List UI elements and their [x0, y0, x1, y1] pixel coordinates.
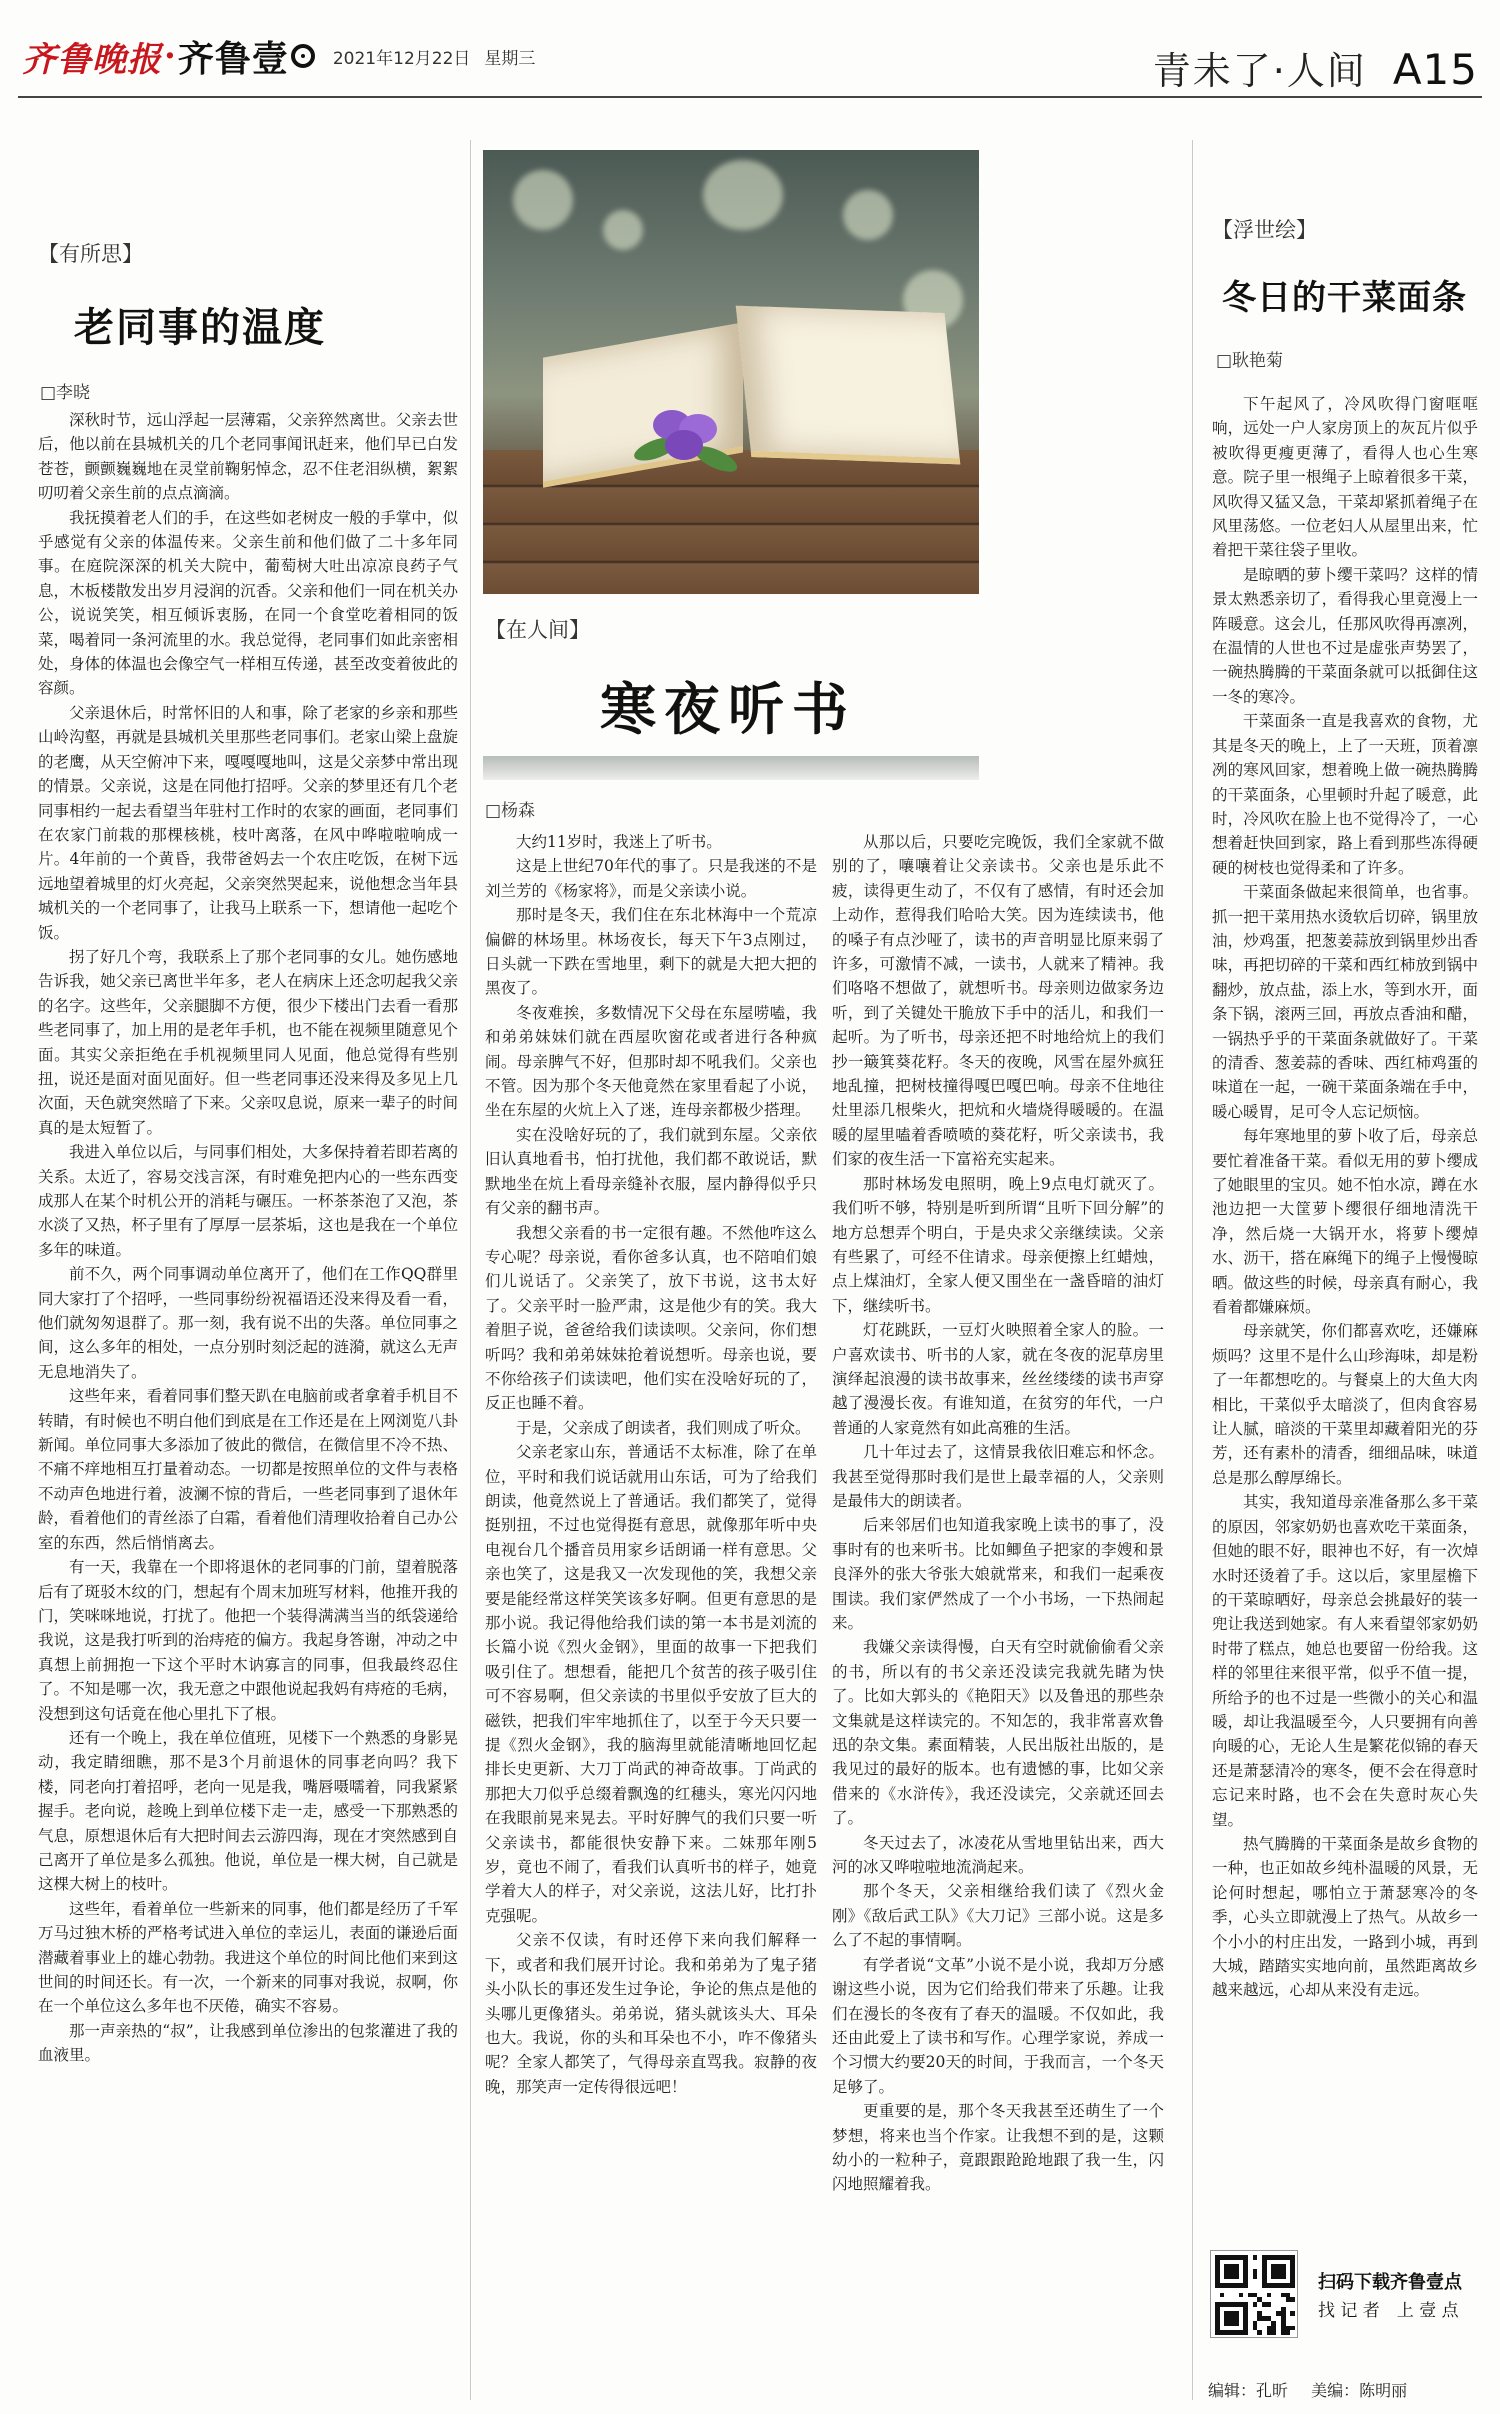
- editor-name: 编辑：孔昕: [1208, 2381, 1289, 2400]
- article-paragraph: 父亲老家山东，普通话不太标准，除了在单位，平时和我们说话就用山东话，可为了给我们朗读，他竟然说上了普通话。我们都笑了，觉得挺别扭，不过也觉得挺有意思，就像那年听中央电视台几个播音员用家乡话朗诵一样有意思。父亲也笑了，这是我又一次发现他的笑，我想父亲要是能经常这样笑笑该多好啊。但更有意思的是那小说。我记得他给我们读的第一本书是刘流的长篇小说《烈火金钢》，里面的故事一下把我们吸引住了。想想看，能把几个贫苦的孩子吸引住可不容易啊，但父亲读的书里似乎安放了巨大的磁铁，把我们牢牢地抓住了，以至于今天只要一提《烈火金钢》，我的脑海里就能清晰地回忆起排长史更新、大刀丁尚武的神奇故事。丁尚武的那把大刀似乎总缀着飘逸的红穗头，寒光闪闪地在我眼前晃来晃去。平时好脾气的我们只要一听父亲读书，都能很快安静下来。二妹那年刚5岁，竟也不闹了，看我们认真听书的样子，她竟学着大人的样子，对父亲说，这法儿好，比打扑克强呢。: [485, 1443, 817, 1925]
- article-paragraph: 是晾晒的萝卜缨干菜吗？这样的情景太熟悉亲切了，看得我心里竟漫上一阵暖意。这会儿，任那风吹得再凛冽，在温情的人世也不过是虚张声势罢了，一碗热腾腾的干菜面条就可以抵御住这一冬的寒冷。: [1212, 565, 1478, 706]
- article-paragraph: 干菜面条一直是我喜欢的食物，尤其是冬天的晚上，上了一天班，顶着凛冽的寒风回家，想着晚上做一碗热腾腾的干菜面条，心里顿时升起了暖意，此时，冷风吹在脸上也不觉得冷了，一心想着赶快回到家，路上看到那些冻得硬硬的树枝也觉得柔和了许多。: [1212, 712, 1478, 877]
- qr-module: [1220, 2293, 1225, 2298]
- article-paragraph: 深秋时节，远山浮起一层薄霜，父亲猝然离世。父亲去世后，他以前在县城机关的几个老同事闻讯赶来，他们早已白发苍苍，颤颤巍巍地在灵堂前鞠躬悼念，忍不住老泪纵横，絮絮叨叨着父亲生前的点点滴滴。: [38, 411, 458, 503]
- article-paragraph: 有学者说“文革”小说不是小说，我却万分感谢这些小说，因为它们给我们带来了乐趣。让我们在漫长的冬夜有了春天的温暖。不仅如此，我还由此爱上了读书和写作。心理学家说，养成一个习惯大约要20天的时间，于我而言，一个冬天足够了。: [832, 1955, 1164, 2096]
- article-paragraph: 实在没啥好玩的了，我们就到东屋。父亲依旧认真地看书，怕打扰他，我们都不敢说话，默默地坐在炕上看母亲缝补衣服，屋内静得似乎只有父亲的翻书声。: [485, 1125, 817, 1218]
- editor-credits: [1208, 2378, 1425, 2401]
- article-paragraph: 每年寒地里的萝卜收了后，母亲总要忙着准备干菜。看似无用的萝卜缨成了她眼里的宝贝。她不怕水凉，蹲在水池边把一大筐萝卜缨很仔细地清洗干净，然后烧一大锅开水，将萝卜缨焯水、沥干，搭在麻绳下的绳子上慢慢晾晒。做这些的时候，母亲真有耐心，我看着都嫌麻烦。: [1212, 1127, 1478, 1317]
- purple-flower-image: [653, 410, 723, 470]
- designer-name: 美编：陈明丽: [1311, 2381, 1408, 2400]
- qr-module: [1290, 2297, 1295, 2302]
- flower-petal: [665, 430, 703, 460]
- article-paragraph: 这些年来，看着同事们整天趴在电脑前或者拿着手机目不转睛，有时候也不明白他们到底是在工作还是在上网浏览八卦新闻。单位同事大多添加了彼此的微信，在微信里不冷不热、不痛不痒地相互打量着动态。一切都是按照单位的文件与表格不动声色地进行着，波澜不惊的背后，一些老同事到了退休年龄，看着他们的青丝添了白霜，看着他们清理收拾着自己办公室的东西，然后悄悄离去。: [38, 1387, 458, 1552]
- qr-finder: [1224, 2311, 1238, 2325]
- section-name: 青未了·人间: [1152, 49, 1367, 93]
- book-flower-photo: [483, 150, 979, 594]
- article-paragraph: 有一天，我靠在一个即将退休的老同事的门前，望着脱落后有了斑驳木纹的门，想起有个周末加班写材料，他推开我的门，笑咪咪地说，打扰了。他把一个装得满满当当的纸袋递给我说，这是我打听到的治痔疮的偏方。我起身答谢，冲动之中真想上前拥抱一下这个平时木讷寡言的同事，但我最终忍住了。不知是哪一次，我无意之中跟他说起我妈有痔疮的毛病，没想到这句话竟在他心里扎下了根。: [38, 1558, 458, 1723]
- bokeh-light: [703, 160, 783, 230]
- open-book-image: [543, 300, 943, 500]
- book-page-right: [736, 306, 961, 465]
- page-number: A15: [1392, 45, 1478, 94]
- article-paragraph: 冬天过去了，冰凌花从雪地里钻出来，西大河的冰又哗啦啦地流淌起来。: [832, 1833, 1164, 1877]
- app-logo-icon: [291, 44, 315, 68]
- masthead-rule: [18, 96, 1482, 98]
- article-center-body-col2: [832, 830, 1164, 2402]
- article-center-body-col1: [485, 830, 817, 2402]
- article-paragraph: 热气腾腾的干菜面条是故乡食物的一种，也正如故乡纯朴温暖的风景，无论何时想起，哪怕立于萧瑟寒冷的冬季，心头立即就漫上了热气。从故乡一个小小的村庄出发，一路到小城，再到大城，踏踏实实地向前，虽然距离故乡越来越远，心却从来没有走远。: [1212, 1834, 1478, 2000]
- qr-module: [1267, 2302, 1272, 2307]
- article-paragraph: 冬夜难挨，多数情况下父母在东屋唠嗑，我和弟弟妹妹们就在西屋吹窗花或者进行各种疯闹。母亲脾气不好，但那时却不吼我们。父亲也不管。因为那个冬天他竟然在家里看起了小说，坐在东屋的火炕上入了迷，连母亲都极少搭理。: [485, 1003, 817, 1120]
- article-paragraph: 这些年，看着单位一些新来的同事，他们都是经历了千军万马过独木桥的严格考试进入单位的幸运儿，表面的谦逊后面潜藏着事业上的雄心勃勃。我进这个单位的时间比他们来到这世间的时间还长。有一次，一个新来的同事对我说，叔啊，你在一个单位这么多年也不厌倦，确实不容易。: [38, 1899, 458, 2016]
- article-paragraph: 那时是冬天，我们住在东北林海中一个荒凉偏僻的林场里。林场夜长，每天下午3点刚过，日头就一下跌在雪地里，剩下的就是大把大把的黑夜了。: [485, 906, 817, 998]
- article-center-byline: □杨森: [485, 801, 536, 821]
- article-paragraph: 我进入单位以后，与同事们相处，大多保持着若即若离的关系。太近了，容易交浅言深，有时难免把内心的一些东西变成那人在某个时机公开的消耗与碾压。一杯茶茶泡了又泡，茶水淡了又热，杯子里有了厚厚一层茶垢，这也是我在一个单位多年的味道。: [38, 1143, 458, 1259]
- article-left-byline: □李晓: [40, 383, 91, 403]
- article-paragraph: 前不久，两个同事调动单位离开了，他们在工作QQ群里同大家打了个招呼，一些同事纷纷祝福语还没来得及看一看，他们就匆匆退群了。那一刻，我有说不出的失落。单位同事之间，这么多年的相处，一点分别时刻泛起的涟漪，就这么无声无息地消失了。: [38, 1265, 458, 1381]
- qr-module: [1271, 2330, 1276, 2335]
- issue-weekday: 星期三: [484, 48, 536, 69]
- bokeh-light: [513, 170, 573, 230]
- bokeh-light: [603, 210, 643, 250]
- article-right-title: 冬日的干菜面条: [1222, 278, 1467, 318]
- column-divider-right: [1192, 140, 1193, 2400]
- article-left-tag: 【有所思】: [38, 242, 143, 266]
- masthead-section-group: [1153, 40, 1478, 95]
- article-paragraph: 后来邻居们也知道我家晚上读书的事了，没事时有的也来听书。比如鲫鱼子把家的李嫂和景良泽外的张大爷张大娘就常来，和我们一起乘夜围读。我们家俨然成了一个小书场，一下热闹起来。: [832, 1516, 1164, 1632]
- title-shadow-band: [483, 756, 979, 780]
- article-right-byline: □耿艳菊: [1216, 351, 1284, 371]
- qr-caption-sub: 找 记 者 上 壹 点: [1318, 2301, 1459, 2321]
- paper-logo: 齐鲁晚报: [22, 39, 162, 80]
- column-divider-left: [470, 140, 471, 2400]
- article-paragraph: 那一声亲热的“叔”，让我感到单位渗出的包浆灌进了我的血液里。: [38, 2021, 458, 2065]
- article-paragraph: 还有一个晚上，我在单位值班，见楼下一个熟悉的身影晃动，我定睛细瞧，那不是3个月前退休的同事老向吗？我下楼，同老向打着招呼，老向一见是我，嘴唇嗫嚅着，同我紧紧握手。老向说，趁晚上到单位楼下走一走，感受一下那熟悉的气息，原想退休后有大把时间去云游四海，现在才突然感到自己离开了单位是多么孤独。他说，单位是一棵大树，自己就是这棵大树上的枝叶。: [38, 1728, 458, 1894]
- qr-module: [1290, 2326, 1295, 2331]
- article-paragraph: 干菜面条做起来很简单，也省事。抓一把干菜用热水烫软后切碎，锅里放油，炒鸡蛋，把葱姜蒜放到锅里炒出香味，再把切碎的干菜和西红柿放到锅中翻炒，放点盐，添上水，等到水开，面条下锅，滚两三回，再放点香油和醋，一锅热乎乎的干菜面条就做好了。干菜的清香、葱姜蒜的香味、西红柿鸡蛋的味道在一起，一碗干菜面条端在手中，暖心暖胃，足可令人忘记烦恼。: [1212, 883, 1478, 1121]
- qr-module: [1290, 2311, 1295, 2316]
- qr-module: [1239, 2293, 1244, 2298]
- article-paragraph: 灯花跳跃，一豆灯火映照着全家人的脸。一户喜欢读书、听书的人家，就在冬夜的泥草房里演绎起浪漫的读书故事来，丝丝缕缕的读书声穿越了漫漫长夜。有谁知道，在贫穷的年代，一户普通的人家竟然有如此高雅的生活。: [832, 1321, 1164, 1437]
- qr-finder: [1271, 2264, 1285, 2278]
- article-paragraph: 下午起风了，冷风吹得门窗哐哐响，远处一户人家房顶上的灰瓦片似乎被吹得更瘦更薄了，看得人也心生寒意。院子里一根绳子上晾着很多干菜，风吹得又猛又急，干菜却紧抓着绳子在风里荡悠。一位老妇人从屋里出来，忙着把干菜往袋子里收。: [1212, 395, 1478, 560]
- article-paragraph: 我嫌父亲读得慢，白天有空时就偷偷看父亲的书，所以有的书父亲还没读完我就先睹为快了。比如大郭头的《艳阳天》以及鲁迅的那些杂文集就是这样读完的。不知怎的，我非常喜欢鲁迅的杂文集。素面精装，人民出版社出版的，是我见过的最好的版本。也有遗憾的事，比如父亲借来的《水浒传》，我还没读完，父亲就还回去了。: [832, 1638, 1164, 1828]
- article-paragraph: 父亲退休后，时常怀旧的人和事，除了老家的乡亲和那些山岭沟壑，再就是县城机关里那些老同事们。老家山梁上盘旋的老鹰，从天空俯冲下来，嘎嘎嘎地叫，这是父亲梦中常出现的情景。父亲说，这是在同他打招呼。父亲的梦里还有几个老同事相约一起去看望当年驻村工作时的农家的画面，老同事们在农家门前栽的那棵核桃，枝叶离落，在风中哗啦啦响成一片。4年前的一个黄昏，我带爸妈去一个农庄吃饭，在树下远远地望着城里的灯火亮起，父亲突然哭起来，说他想念当年县城机关的一个老同事了，让我马上联系一下，想请他一起吃个饭。: [38, 703, 458, 942]
- article-paragraph: 这是上世纪70年代的事了。只是我迷的不是刘兰芳的《杨家将》，而是父亲读小说。: [485, 857, 817, 900]
- qr-module: [1257, 2330, 1262, 2335]
- article-paragraph: 父亲不仅读，有时还停下来向我们解释一下，或者和我们展开讨论。我和弟弟为了鬼子猪头小队长的事还发生过争论，争论的焦点是他的头哪儿更像猪头。弟弟说，猪头就该头大、耳朵也大。我说，你的头和耳朵也不小，咋不像猪头呢？全家人都笑了，气得母亲直骂我。寂静的夜晚，那笑声一定传得很远吧！: [485, 1931, 817, 2096]
- qr-module: [1253, 2255, 1258, 2260]
- article-center-title: 寒夜听书: [600, 677, 856, 743]
- article-right-tag: 【浮世绘】: [1212, 218, 1317, 242]
- qr-module: [1267, 2293, 1272, 2298]
- article-center-tag: 【在人间】: [485, 618, 590, 642]
- article-left-body: [38, 408, 458, 2400]
- qr-caption-title: 扫码下载齐鲁壹点: [1318, 2272, 1462, 2293]
- article-paragraph: 从那以后，只要吃完晚饭，我们全家就不做别的了，嚷嚷着让父亲读书。父亲也是乐此不疲，读得更生动了，不仅有了感情，有时还会加上动作，惹得我们哈哈大笑。因为连续读书，他的嗓子有点沙哑了，读书的声音明显比原来弱了许多，可激情不减，一读书，人就来了精神。我们咯咯不想做了，就想听书。母亲则边做家务边听，到了关键处干脆放下手中的活儿，和我们一起听。为了听书，母亲还把不时地给炕上的我们抄一簸箕葵花籽。冬天的夜晚，风雪在屋外疯狂地乱撞，把树枝撞得嘎巴嘎巴响。母亲不住地往灶里添几根柴火，把炕和火墙烧得暖暖的。在温暖的屋里嗑着香喷喷的葵花籽，听父亲读书，我们家的夜生活一下富裕充实起来。: [832, 833, 1164, 1169]
- qr-module: [1286, 2330, 1291, 2335]
- issue-date: 2021年12月22日: [332, 48, 471, 69]
- bokeh-light: [843, 190, 893, 240]
- article-paragraph: 更重要的是，那个冬天我甚至还萌生了一个梦想，将来也当个作家。让我想不到的是，这颗幼小的一粒种子，竟跟跟跄跄地跟了我一生，闪闪地照耀着我。: [832, 2102, 1164, 2194]
- masthead-logo-group: [22, 36, 536, 80]
- article-left-title: 老同事的温度: [74, 304, 326, 351]
- article-paragraph: 母亲就笑，你们都喜欢吃，还嫌麻烦吗？这里不是什么山珍海味，却是粉了一年都想吃的。与餐桌上的大鱼大肉相比，干菜似乎太暗淡了，但肉食容易让人腻，暗淡的干菜里却藏着阳光的芬芳，还有素朴的清香，细细品味，味道总是那么醇厚绵长。: [1212, 1322, 1478, 1487]
- app-logo-text: 齐鲁壹: [177, 37, 289, 80]
- masthead: [0, 0, 1500, 98]
- qr-module: [1253, 2302, 1258, 2307]
- article-paragraph: 于是，父亲成了朗读者，我们则成了听众。: [516, 1418, 811, 1437]
- article-paragraph: 几十年过去了，这情景我依旧难忘和怀念。我甚至觉得那时我们是世上最幸福的人，父亲则是最伟大的朗读者。: [832, 1443, 1164, 1510]
- article-paragraph: 其实，我知道母亲准备那么多干菜的原因，邻家奶奶也喜欢吃干菜面条，但她的眼不好，眼神也不好，有一次焯水时还烫着了手。这以后，家里屋檐下的干菜晾晒好，母亲总会挑最好的装一兜让我送到她家。有人来看望邻家奶奶时带了糕点，她总也要留一份给我。这样的邻里往来很平常，似乎不值一提，所给予的也不过是一些微小的关心和温暖，却让我温暖至今，人只要拥有向善向暖的心，无论人生是繁花似锦的春天还是萧瑟清冷的寒冬，便不会在得意时忘记来时路，也不会在失意时灰心失望。: [1212, 1493, 1478, 1829]
- qr-finder: [1224, 2264, 1238, 2278]
- qr-code-image[interactable]: [1210, 2250, 1298, 2338]
- article-paragraph: 大约11岁时，我迷上了听书。: [516, 833, 722, 851]
- article-right-body: [1212, 392, 1478, 2234]
- qr-module: [1253, 2274, 1258, 2279]
- article-paragraph: 那时林场发电照明，晚上9点电灯就灭了。我们听不够，特别是听到所谓“且听下回分解”的地方总想弄个明白，于是央求父亲继续读。父亲有些累了，可经不住请求。母亲便擦上红蜡烛，点上煤油灯，全家人便又围坐在一盏昏暗的油灯下，继续听书。: [832, 1174, 1164, 1315]
- article-paragraph: 我想父亲看的书一定很有趣。不然他咋这么专心呢？母亲说，看你爸多认真，也不陪咱们娘们儿说话了。父亲笑了，放下书说，这书太好了。父亲平时一脸严肃，这是他少有的笑。我大着胆子说，爸爸给我们读读呗。父亲问，你们想听吗？我和弟弟妹妹抢着说想听。母亲也说，要不你给孩子们读读吧，他们实在没啥好玩的了，反正也睡不着。: [485, 1223, 817, 1413]
- article-paragraph: 拐了好几个弯，我联系上了那个老同事的女儿。她伤感地告诉我，她父亲已离世半年多，老人在病床上还念叨起我父亲的名字。这些年，父亲腿脚不方便，很少下楼出门去看一看那些老同事了，加上用的是老年手机，也不能在视频里随意见个面。其实父亲拒绝在手机视频里同人见面，他总觉得有些别扭，说还是面对面见面好。但一些老同事还没来得及多见上几次面，天色就突然暗了下来。父亲叹息说，原来一辈子的时间真的是太短暂了。: [38, 947, 458, 1137]
- article-paragraph: 我抚摸着老人们的手，在这些如老树皮一般的手掌中，似乎感觉有父亲的体温传来。父亲生前和他们做了二十多年同事。在庭院深深的机关大院中，葡萄树大吐出凉凉良药子气息，木板楼散发出岁月浸润的沉香。父亲和他们一同在机关办公，说说笑笑，相互倾诉衷肠，在同一个食堂吃着相同的饭菜，喝着同一条河流里的水。我总觉得，老同事们如此亲密相处，身体的体温也会像空气一样相互传递，甚至改变着彼此的容颜。: [38, 508, 458, 698]
- article-paragraph: 那个冬天，父亲相继给我们读了《烈火金刚》《敌后武工队》《大刀记》三部小说。这是多么了不起的事情啊。: [832, 1882, 1164, 1950]
- logo-separator: ·: [164, 36, 176, 76]
